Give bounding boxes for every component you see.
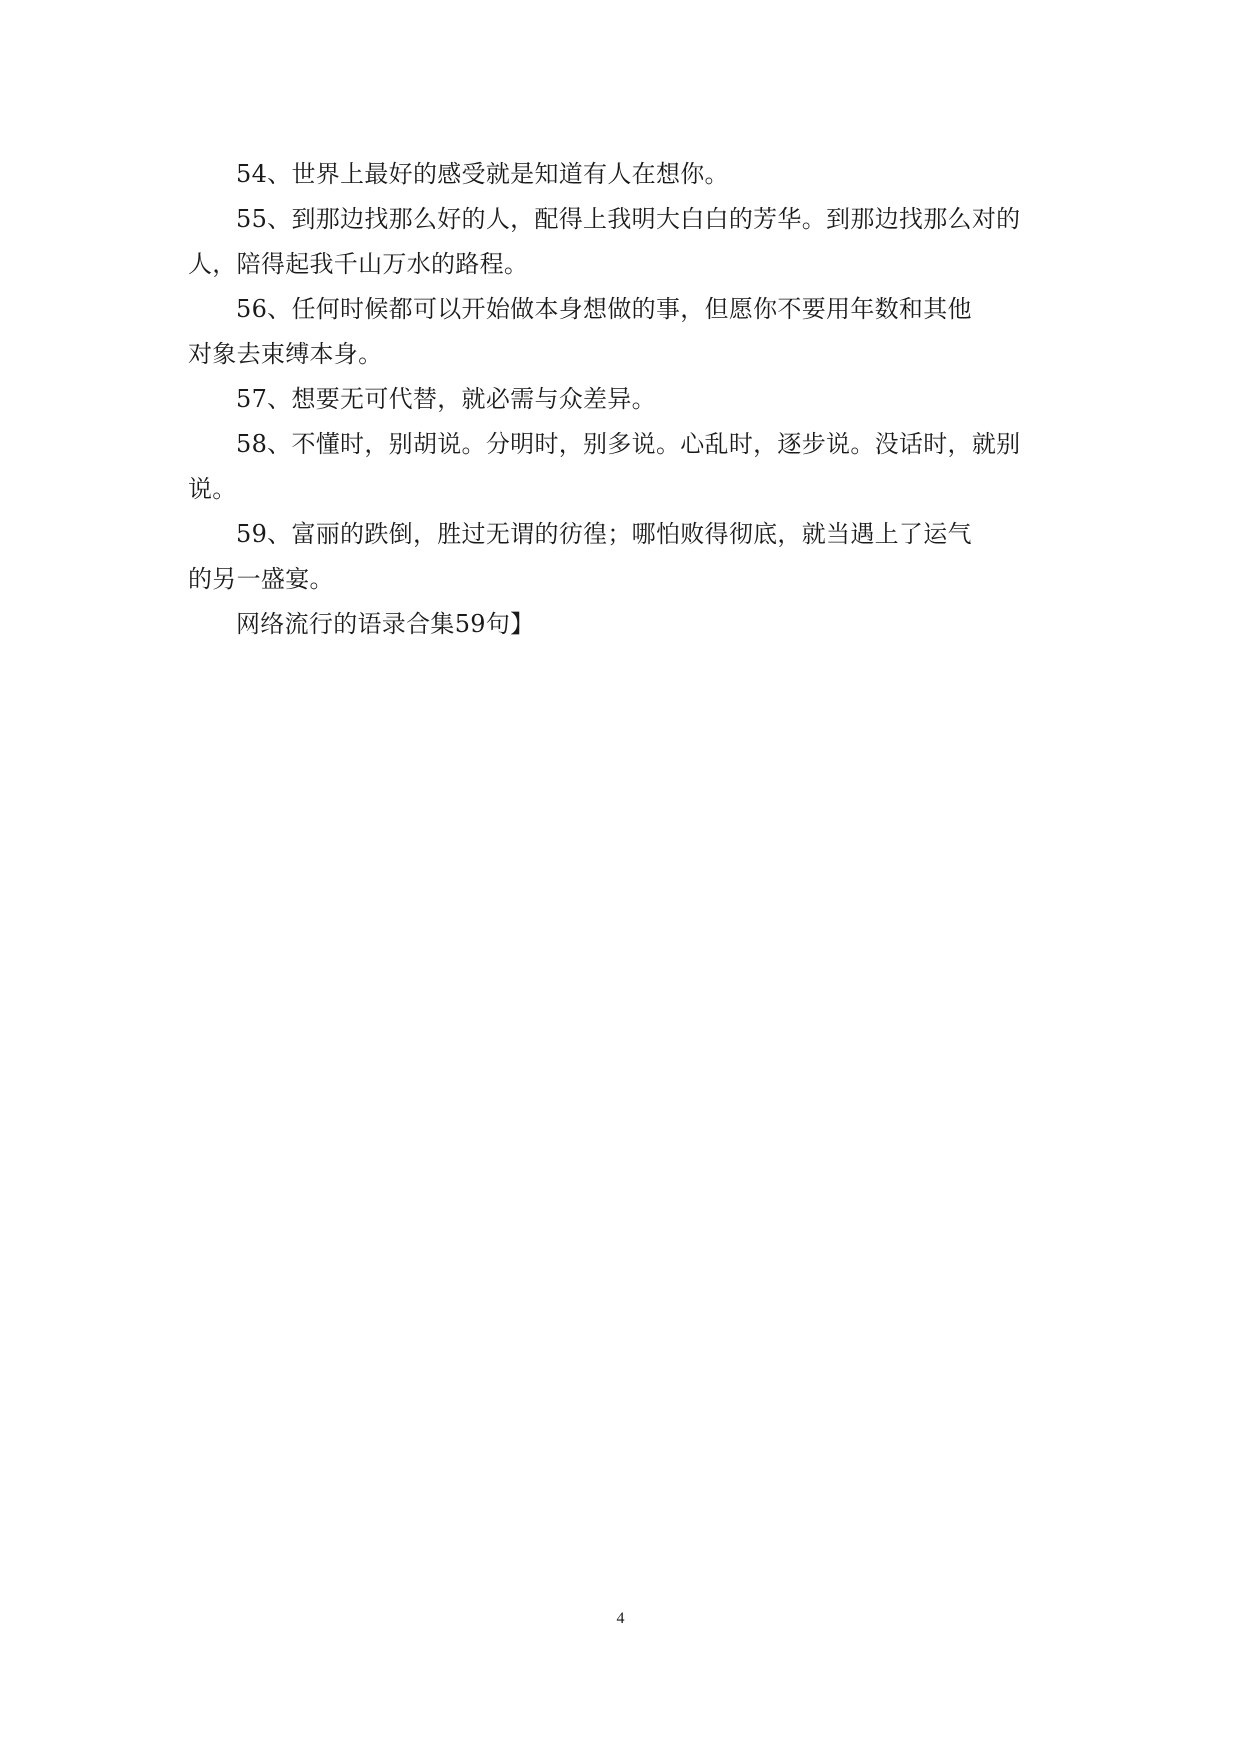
paragraph-quote-59: 59、富丽的跌倒，胜过无谓的彷徨；哪怕败得彻底，就当遇上了运气的另一盛宴。 bbox=[188, 520, 972, 593]
page-number: 4 bbox=[616, 1610, 625, 1627]
paragraph-quote-54: 54、世界上最好的感受就是知道有人在想你。 bbox=[236, 160, 729, 188]
paragraph-closing: 网络流行的语录合集59句】 bbox=[236, 610, 535, 638]
paragraph-quote-57: 57、想要无可代替，就必需与众差异。 bbox=[236, 385, 656, 413]
document-body bbox=[188, 152, 1060, 647]
paragraph-quote-58: 58、不懂时，别胡说。分明时，别多说。心乱时，逐步说。没话时，就别说。 bbox=[188, 430, 1021, 503]
paragraph-quote-55: 55、到那边找那么好的人，配得上我明大白白的芳华。到那边找那么对的人，陪得起我千山万水的路程。 bbox=[188, 205, 1021, 278]
paragraph-quote-56: 56、任何时候都可以开始做本身想做的事，但愿你不要用年数和其他对象去束缚本身。 bbox=[188, 295, 972, 368]
